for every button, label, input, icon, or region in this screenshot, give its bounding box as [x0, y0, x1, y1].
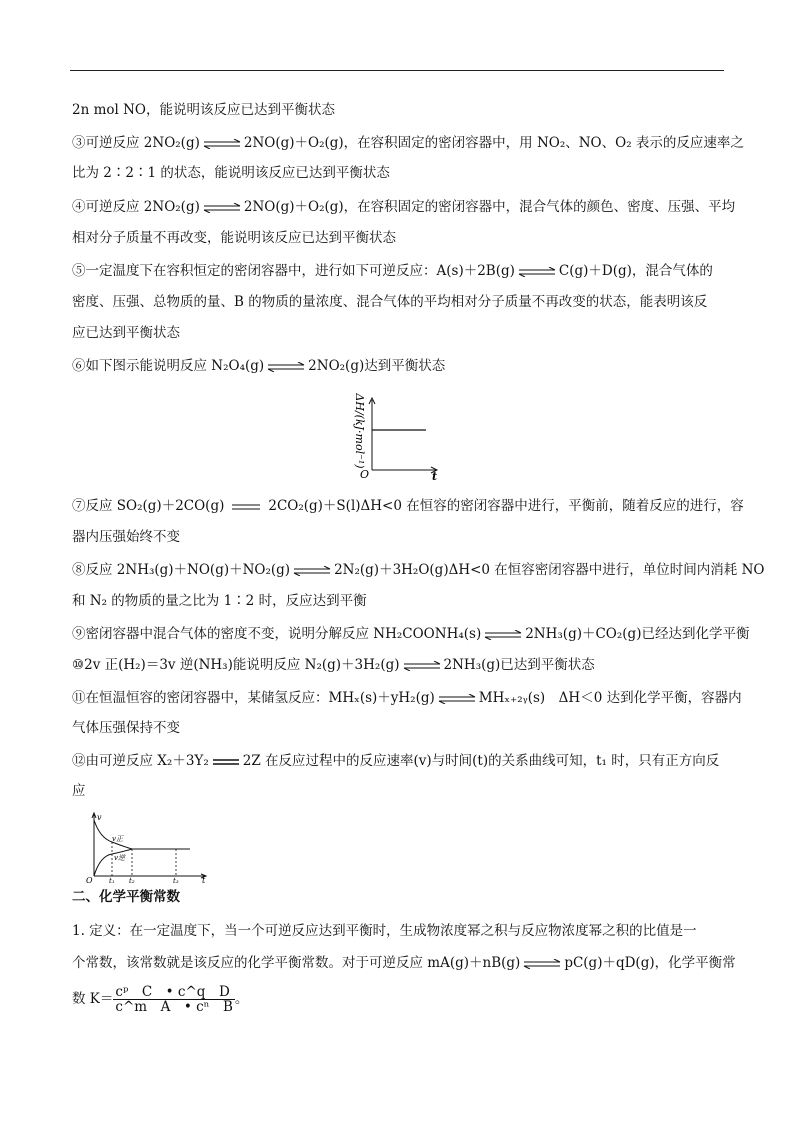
line-22-a: 数 K＝: [72, 991, 114, 1007]
equilibrium-arrow-icon: [202, 139, 242, 149]
header-rule: [70, 70, 724, 71]
line-10-a: ⑦反应 SO₂(g)＋2CO(g): [72, 498, 225, 514]
line-12: [72, 561, 764, 579]
line-1: 2n mol NO，能说明该反应已达到平衡状态: [72, 102, 335, 118]
line-6-a: ⑤一定温度下在容积恒定的密闭容器中，进行如下可逆反应：A(s)＋2B(g): [72, 263, 515, 279]
equilibrium-arrow-icon: [437, 694, 477, 704]
rate-time-chart-svg: [86, 810, 212, 884]
line-14: [72, 625, 749, 643]
line-18-a: ⑫由可逆反应 X₂＋3Y₂: [72, 753, 209, 769]
line-9-a: ⑥如下图示能说明反应 N₂O₄(g): [72, 358, 265, 374]
line-16-a: ⑪在恒温恒容的密闭容器中，某储氢反应：MHₓ(s)＋yH₂(g): [72, 690, 435, 706]
line-16-b: MHₓ₊₂ᵧ(s) ΔH＜0 达到化学平衡，容器内: [478, 690, 742, 706]
line-4-b: 2NO(g)＋O₂(g)，在容积固定的密闭容器中，混合气体的颜色、密度、压强、平均: [243, 199, 736, 215]
equilibrium-arrow-icon: [202, 203, 242, 213]
reverse-rate-curve: [94, 849, 132, 876]
line-13: 和 N₂ 的物质的量之比为 1∶2 时，反应达到平衡: [72, 593, 367, 609]
section-heading: 二、化学平衡常数: [72, 889, 180, 905]
line-17: 气体压强保持不变: [72, 720, 180, 736]
line-14-b: 2NH₃(g)＋CO₂(g)已经达到化学平衡: [525, 626, 750, 642]
equilibrium-arrow-icon: [211, 757, 241, 767]
line-9: [72, 357, 445, 375]
enthalpy-chart: [346, 390, 446, 482]
equilibrium-arrow-icon: [292, 566, 332, 576]
enthalpy-chart-svg: [346, 390, 446, 482]
origin-label: O: [360, 468, 370, 481]
line-21: [72, 954, 736, 972]
line-6-b: C(g)＋D(g)，混合气体的: [558, 263, 713, 279]
line-10: [72, 497, 744, 515]
line-6: [72, 262, 713, 280]
line-18: [72, 752, 719, 770]
equilibrium-arrow-icon: [517, 267, 557, 277]
x-axis-label: t: [202, 876, 206, 884]
line-21-a: 个常数，该常数就是该反应的化学平衡常数。对于可逆反应 mA(g)＋nB(g): [72, 955, 521, 971]
fraction-denominator: c^m A • cⁿ B: [115, 999, 233, 1015]
line-2-b: 2NO(g)＋O₂(g)，在容积固定的密闭容器中，用 NO₂、NO、O₂ 表示的反应速率之: [243, 135, 744, 151]
equilibrium-arrow-icon: [522, 959, 562, 969]
line-12-a: ⑧反应 2NH₃(g)＋NO(g)＋NO₂(g): [72, 562, 291, 578]
line-12-b: 2N₂(g)＋3H₂O(g)ΔH<0 在恒容密闭容器中进行，单位时间内消耗 NO: [334, 562, 765, 578]
equals-sign-icon: [226, 502, 266, 512]
line-2: [72, 134, 744, 152]
equilibrium-arrow-icon: [483, 630, 523, 640]
line-15-b: 2NH₃(g)已达到平衡状态: [443, 657, 595, 673]
line-18-b: 2Z 在反应过程中的反应速率(v)与时间(t)的关系曲线可知，t₁ 时，只有正方向反: [242, 753, 720, 769]
line-4-a: ④可逆反应 2NO₂(g): [72, 199, 200, 215]
line-21-b: pC(g)＋qD(g)，化学平衡常: [564, 955, 736, 971]
line-7: 密度、压强、总物质的量、B 的物质的量浓度、混合气体的平均相对分子质量不再改变的状态，能表明该反: [72, 294, 708, 310]
line-2-a: ③可逆反应 2NO₂(g): [72, 135, 200, 151]
rate-time-chart: [86, 810, 212, 884]
x-axis-label: t: [432, 470, 438, 482]
line-22: [72, 984, 248, 1014]
line-4: [72, 198, 735, 216]
v-forward-label: v正: [112, 835, 123, 843]
y-axis-label: ΔH/(kJ·mol⁻¹): [353, 393, 366, 469]
line-16: [72, 689, 742, 707]
origin-label: O: [86, 876, 93, 884]
y-axis-label: v: [97, 813, 102, 822]
line-8: 应已达到平衡状态: [72, 325, 180, 341]
v-reverse-label: v逆: [114, 854, 125, 862]
line-19: 应: [72, 783, 86, 799]
line-22-b: 。: [234, 991, 249, 1007]
line-11: 器内压强始终不变: [72, 529, 180, 545]
t1-label: t₁: [109, 877, 115, 884]
line-3: 比为 2∶2∶1 的状态，能说明该反应已达到平衡状态: [72, 165, 390, 181]
line-14-a: ⑨密闭容器中混合气体的密度不变，说明分解反应 NH₂COONH₄(s): [72, 626, 482, 642]
fraction-numerator: cᵖ C • c^q D: [113, 985, 235, 1000]
line-10-b: 2CO₂(g)＋S(l)ΔH<0 在恒容的密闭容器中进行，平衡前，随着反应的进行，容: [268, 498, 744, 514]
equilibrium-arrow-icon: [266, 362, 306, 372]
line-9-b: 2NO₂(g)达到平衡状态: [308, 358, 446, 374]
t3-label: t₃: [173, 877, 179, 884]
t2-label: t₂: [129, 877, 135, 884]
equilibrium-constant-fraction: [113, 985, 235, 1014]
line-5: 相对分子质量不再改变，能说明该反应已达到平衡状态: [72, 230, 396, 246]
line-15-a: ⑩2v 正(H₂)＝3v 逆(NH₃)能说明反应 N₂(g)＋3H₂(g): [72, 657, 400, 673]
line-15: [72, 656, 595, 674]
equilibrium-arrow-icon: [402, 661, 442, 671]
line-20: 1. 定义：在一定温度下，当一个可逆反应达到平衡时，生成物浓度幂之积与反应物浓度幂之积的比值是一: [72, 923, 697, 939]
